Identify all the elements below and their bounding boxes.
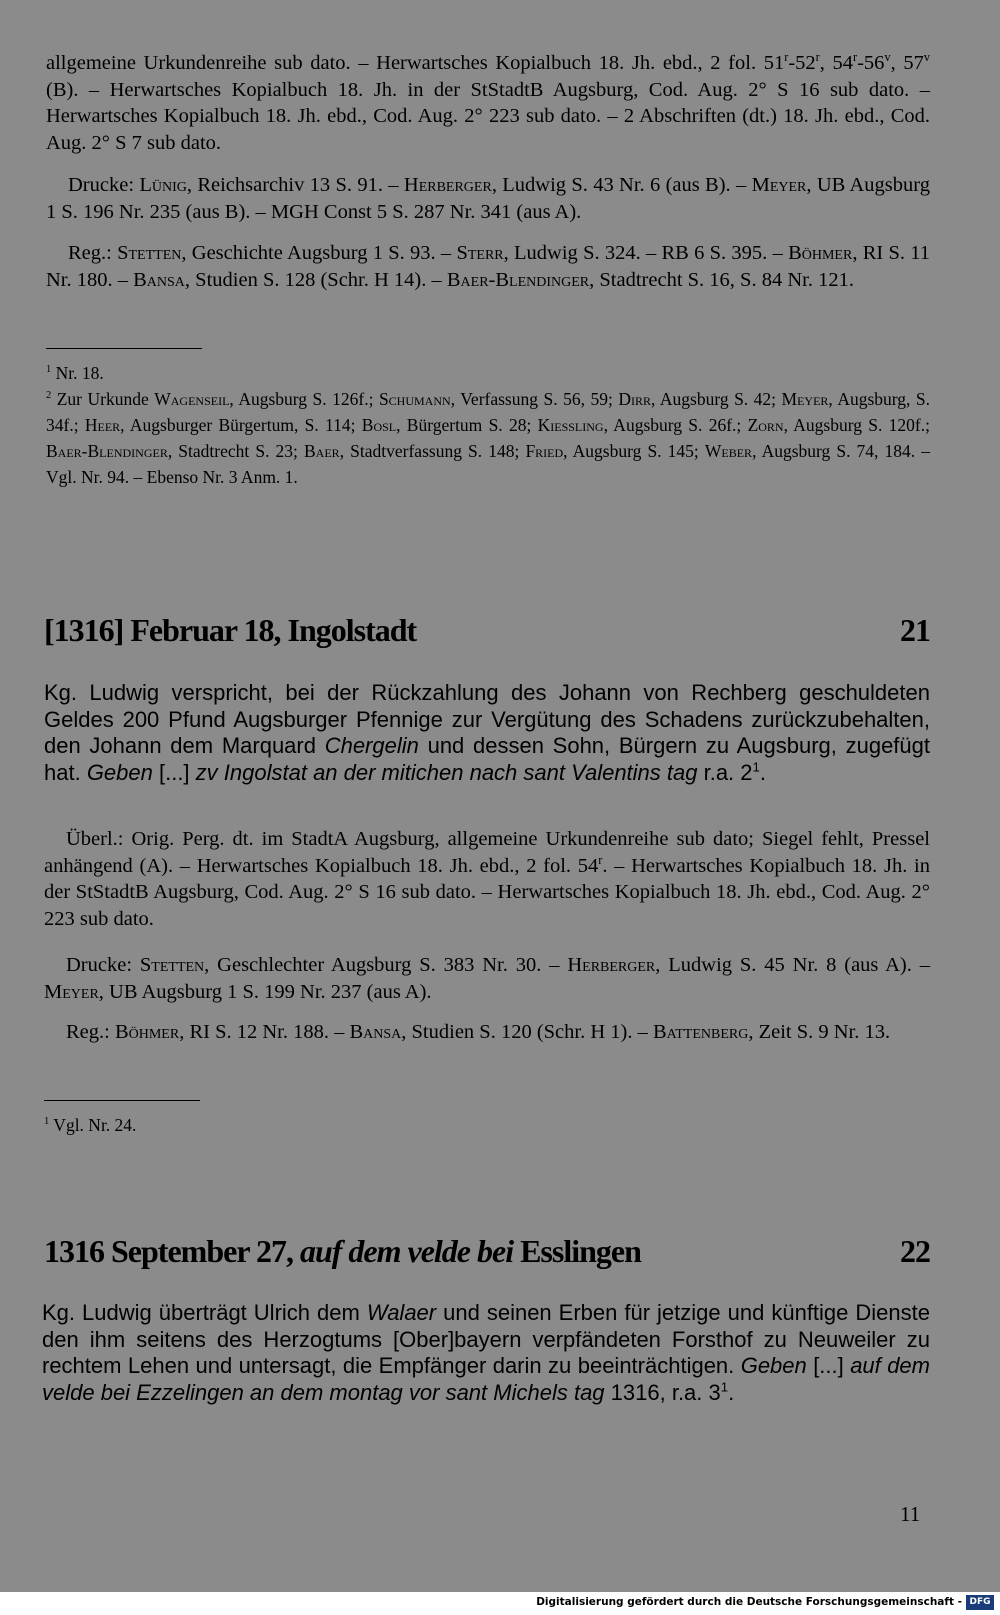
- entry-21-regesten: Reg.: Böhmer, RI S. 12 Nr. 188. – Bansa, Studien S. 120 (Schr. H 1). – Battenberg, Zeit S. 9 Nr. 13.: [66, 1021, 891, 1043]
- entry-21-title: [1316] Februar 18, Ingolstadt: [44, 612, 417, 648]
- footnote-2: $^2$ Zur Urkunde Wagenseil, Augsburg S. 126f.; Schumann, Verfassung S. 56, 59; Dirr, Augsburg S. 42; Meyer, Augsburg, S. 34f.; Heer, Augsburger Bürgertum, S. 114; Bosl, Bürgertum S. 28; Kiessling, Augsburg S. 26f.; Zorn, Augsburg S. 120f.; Baer-Blendinger, Stadtrecht S. 23; Baer, Stadtverfassung S. 148; Fried, Augsburg S. 145; Weber, Augsburg S. 74, 184. – Vgl. Nr. 94. – Ebenso Nr. 3 Anm. 1.: [46, 389, 931, 487]
- funding-notice: Digitalisierung gefördert durch die Deutsche Forschungsgemeinschaft -: [536, 1596, 962, 1608]
- entry-21-ueberlieferung: Überl.: Orig. Perg. dt. im StadtA Augsburg, allgemeine Urkundenreihe sub dato; Siegel fehlt, Pressel anhängend (A). – Herwartsches Kopialbuch 18. Jh. ebd., 2 fol. 54$^r$. – Herwartsches Kopialbuch 18. Jh. in der StStadtB Augsburg, Cod. Aug. 2° S 16 sub dato. – Herwartsches Kopialbuch 18. Jh. ebd., Cod. Aug. 2° 223 sub dato.: [44, 828, 930, 930]
- continuation-paragraph: allgemeine Urkundenreihe sub dato. – Herwartsches Kopialbuch 18. Jh. ebd., 2 fol. 51$^r$-52$^r$, 54$^r$-56$^v$, 57$^v$ (B). – Herwartsches Kopialbuch 18. Jh. in der StStadtB Augsburg, Cod. Aug. 2° S 16 sub dato. – Herwartsches Kopialbuch 18. Jh. ebd., Cod. Aug. 2° 223 sub dato. – 2 Abschriften (dt.) 18. Jh. ebd., Cod. Aug. 2° S 7 sub dato.: [46, 50, 930, 154]
- entry-22-regest: Kg. Ludwig überträgt Ulrich dem Walaer und seinen Erben für jetzige und künftige Dienste den ihm seitens des Herzogtums [Ober]bayern verpfändeten Forsthof zu Neuweiler zu rechtem Lehen und untersagt, die Empfänger darin zu beeinträchtigen. Geben [...] auf dem velde bei Ezzelingen an dem montag vor sant Michels tag 1316, r.a. $3^1$.: [42, 1300, 931, 1405]
- page-number: 11: [900, 1502, 921, 1526]
- entry-21-regest: Kg. Ludwig verspricht, bei der Rückzahlung des Johann von Rechberg geschuldeten Geldes 200 Pfund Augsburger Pfennige zur Vergütung des Schadens zurückzubehalten, den Johann dem Marquard Chergelin und dessen Sohn, Bürgern zu Augsburg, zugefügt hat. Geben [...] zv Ingolstat an der mitichen nach sant Valentins tag r.a. $2^1$.: [44, 680, 930, 785]
- footnote-1: $^1$ Nr. 18.: [46, 363, 104, 383]
- entry-22-number: 22: [900, 1233, 930, 1269]
- dfg-logo: DFG: [966, 1595, 994, 1610]
- entry-21-heading: [44, 612, 930, 652]
- drucke-paragraph: Drucke: Lünig, Reichsarchiv 13 S. 91. – Herberger, Ludwig S. 43 Nr. 6 (aus B). – Meyer, UB Augsburg 1 S. 196 Nr. 235 (aus B). – MGH Const 5 S. 287 Nr. 341 (aus A).: [46, 174, 930, 223]
- regesten-paragraph: Reg.: Stetten, Geschichte Augsburg 1 S. 93. – Sterr, Ludwig S. 324. – RB 6 S. 395. – Böhmer, RI S. 11 Nr. 180. – Bansa, Studien S. 128 (Schr. H 14). – Baer-Blendinger, Stadtrecht S. 16, S. 84 Nr. 121.: [46, 242, 931, 291]
- entry-22-title: 1316 September 27, auf dem velde bei Esslingen: [44, 1233, 641, 1269]
- entry-21-drucke: Drucke: Stetten, Geschlechter Augsburg S. 383 Nr. 30. – Herberger, Ludwig S. 45 Nr. 8 (aus A). – Meyer, UB Augsburg 1 S. 199 Nr. 237 (aus A).: [44, 954, 930, 1003]
- entry-21-footnote-divider: [44, 1100, 200, 1101]
- entry-22-heading: [44, 1233, 930, 1273]
- footer-bar: [0, 1592, 1000, 1615]
- entry-21-footnote-1: $^1$ Vgl. Nr. 24.: [44, 1115, 137, 1135]
- footnote-divider: [46, 348, 202, 349]
- entry-21-number: 21: [900, 612, 930, 648]
